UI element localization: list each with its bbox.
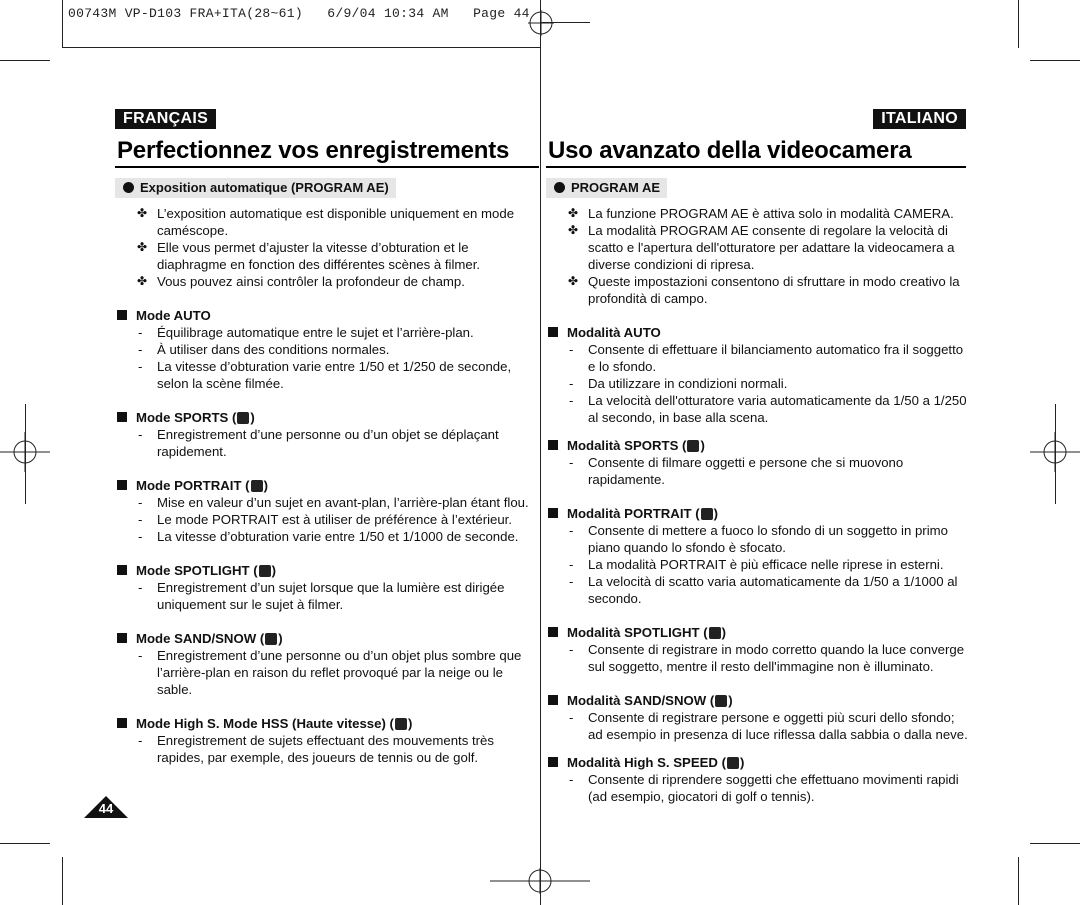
mode-sand-snow: Modalità SAND/SNOW ( ) - Consente di registrare persone e oggetti più scuri dello sfondo; ad esempio in presenza di luce riflessa dalla sabbia o dalla neve. — [546, 692, 968, 743]
list-item: ✤ L’exposition automatique est disponible uniquement en mode caméscope. — [137, 206, 515, 238]
cross-bullet-icon: ✤ — [568, 223, 579, 237]
square-bullet-icon — [117, 412, 127, 422]
square-bullet-icon — [548, 508, 558, 518]
crop-mark — [1030, 60, 1080, 61]
cross-bullet-icon: ✤ — [568, 206, 579, 220]
cross-bullet-icon: ✤ — [137, 274, 148, 288]
bullet-dot-icon — [123, 182, 134, 193]
cross-bullet-icon: ✤ — [137, 240, 148, 254]
page-title-italian: Uso avanzato della videocamera — [548, 137, 912, 164]
title-rule — [115, 166, 539, 168]
mode-sports: Modalità SPORTS ( ) - Consente di filmare oggetti e persone che si muovono rapidamente. — [546, 437, 968, 488]
mode-sand-snow: Mode SAND/SNOW ( ) - Enregistrement d’une personne ou d’un objet plus sombre que l’arrière-plan en raison du reflet provoqué par la neige ou le sable. — [115, 630, 537, 698]
crop-mark — [62, 0, 63, 48]
section-heading: Exposition automatique (PROGRAM AE) — [115, 178, 396, 198]
square-bullet-icon — [117, 565, 127, 575]
center-divider — [540, 0, 541, 905]
mode-high-speed: Mode High S. Mode HSS (Haute vitesse) ( ) - Enregistrement de sujets effectuant des mouvements très rapides, par exemple, des joueurs de tennis ou de golf. — [115, 715, 537, 766]
mode-portrait: Modalità PORTRAIT ( ) - Consente di mettere a fuoco lo sfondo di un soggetto in primo piano quando lo sfondo è sfocato. - La modalità PORTRAIT è più efficace nelle riprese in esterni. - La velocità di scatto varia automaticamente da 1/50 a 1/1000 al secondo. — [546, 505, 968, 607]
crop-mark — [25, 404, 26, 504]
list-item: ✤ Queste impostazioni consentono di sfruttare in modo creativo la profondità di campo. — [568, 274, 960, 306]
list-item: ✤ La modalità PROGRAM AE consente di regolare la velocità di scatto e l'apertura dell'otturatore per adattare la videocamera a diverse condizioni di ripresa. — [568, 223, 955, 272]
square-bullet-icon — [117, 718, 127, 728]
crop-mark — [1030, 843, 1080, 844]
bullet-dot-icon — [554, 182, 565, 193]
mode-spotlight: Mode SPOTLIGHT ( ) - Enregistrement d’un sujet lorsque que la lumière est dirigée uniquement sur le sujet à filmer. — [115, 562, 537, 613]
spotlight-icon — [259, 565, 271, 577]
section-heading: PROGRAM AE — [546, 178, 667, 198]
portrait-icon — [701, 508, 713, 520]
cross-bullet-icon: ✤ — [137, 206, 148, 220]
crop-mark — [1018, 857, 1019, 905]
mode-auto: Mode AUTO - Équilibrage automatique entre le sujet et l’arrière-plan. - À utiliser dans des conditions normales. - La vitesse d’obturation varie entre 1/50 et 1/250 de seconde, selon la scène filmée. — [115, 307, 537, 392]
registration-mark — [528, 10, 554, 36]
square-bullet-icon — [117, 310, 127, 320]
sand-snow-icon — [265, 633, 277, 645]
mode-spotlight: Modalità SPOTLIGHT ( ) - Consente di registrare in modo corretto quando la luce converge sul soggetto, mentre il resto dell'immagine non è illuminato. — [546, 624, 968, 675]
page-number: 44 — [98, 801, 114, 816]
sports-icon — [237, 412, 249, 424]
language-tag-french: FRANÇAIS — [115, 109, 216, 129]
sand-snow-icon — [715, 695, 727, 707]
cross-bullet-icon: ✤ — [568, 274, 579, 288]
page-number-badge — [84, 794, 128, 820]
sports-icon — [687, 440, 699, 452]
title-rule — [546, 166, 966, 168]
crop-mark — [62, 857, 63, 905]
square-bullet-icon — [548, 627, 558, 637]
square-bullet-icon — [548, 440, 558, 450]
crop-mark — [0, 843, 50, 844]
crop-mark — [1018, 0, 1019, 48]
page-title-french: Perfectionnez vos enregistrements — [117, 137, 510, 164]
spotlight-icon — [709, 627, 721, 639]
square-bullet-icon — [548, 695, 558, 705]
language-tag-italian: ITALIANO — [873, 109, 966, 129]
italian-column — [546, 178, 968, 805]
mode-portrait: Mode PORTRAIT ( ) - Mise en valeur d’un sujet en avant-plan, l’arrière-plan étant flou. - Le mode PORTRAIT est à utiliser de préférence à l’extérieur. - La vitesse d’obturation varie entre 1/50 et 1/1000 de seconde. — [115, 477, 537, 545]
header-rule — [62, 47, 540, 48]
list-item: ✤ La funzione PROGRAM AE è attiva solo in modalità CAMERA. — [568, 206, 954, 221]
list-item: ✤ Vous pouvez ainsi contrôler la profondeur de champ. — [137, 274, 465, 289]
crop-mark — [1055, 404, 1056, 504]
square-bullet-icon — [117, 633, 127, 643]
mode-auto: Modalità AUTO - Consente di effettuare il bilanciamento automatico fra il soggetto e lo sfondo. - Da utilizzare in condizioni normali. - La velocità dell'otturatore varia automaticamente da 1/50 a 1/250 al secondo, in base alla scena. — [546, 324, 968, 426]
mode-high-speed: Modalità High S. SPEED ( ) - Consente di riprendere soggetti che effettuano movimenti rapidi (ad esempio, giocatori di golf o tennis). — [546, 754, 968, 805]
print-header: 00743M VP-D103 FRA+ITA(28~61) 6/9/04 10:34 AM Page 44 — [68, 6, 530, 21]
crop-mark — [0, 60, 50, 61]
french-column — [115, 178, 537, 766]
list-item: ✤ Elle vous permet d’ajuster la vitesse d’obturation et le diaphragme en fonction des différentes scènes à filmer. — [137, 240, 481, 272]
high-speed-icon — [395, 718, 407, 730]
square-bullet-icon — [548, 757, 558, 767]
mode-sports: Mode SPORTS ( ) - Enregistrement d’une personne ou d’un objet se déplaçant rapidement. — [115, 409, 537, 460]
high-speed-icon — [727, 757, 739, 769]
square-bullet-icon — [548, 327, 558, 337]
square-bullet-icon — [117, 480, 127, 490]
portrait-icon — [251, 480, 263, 492]
registration-mark — [490, 868, 590, 894]
